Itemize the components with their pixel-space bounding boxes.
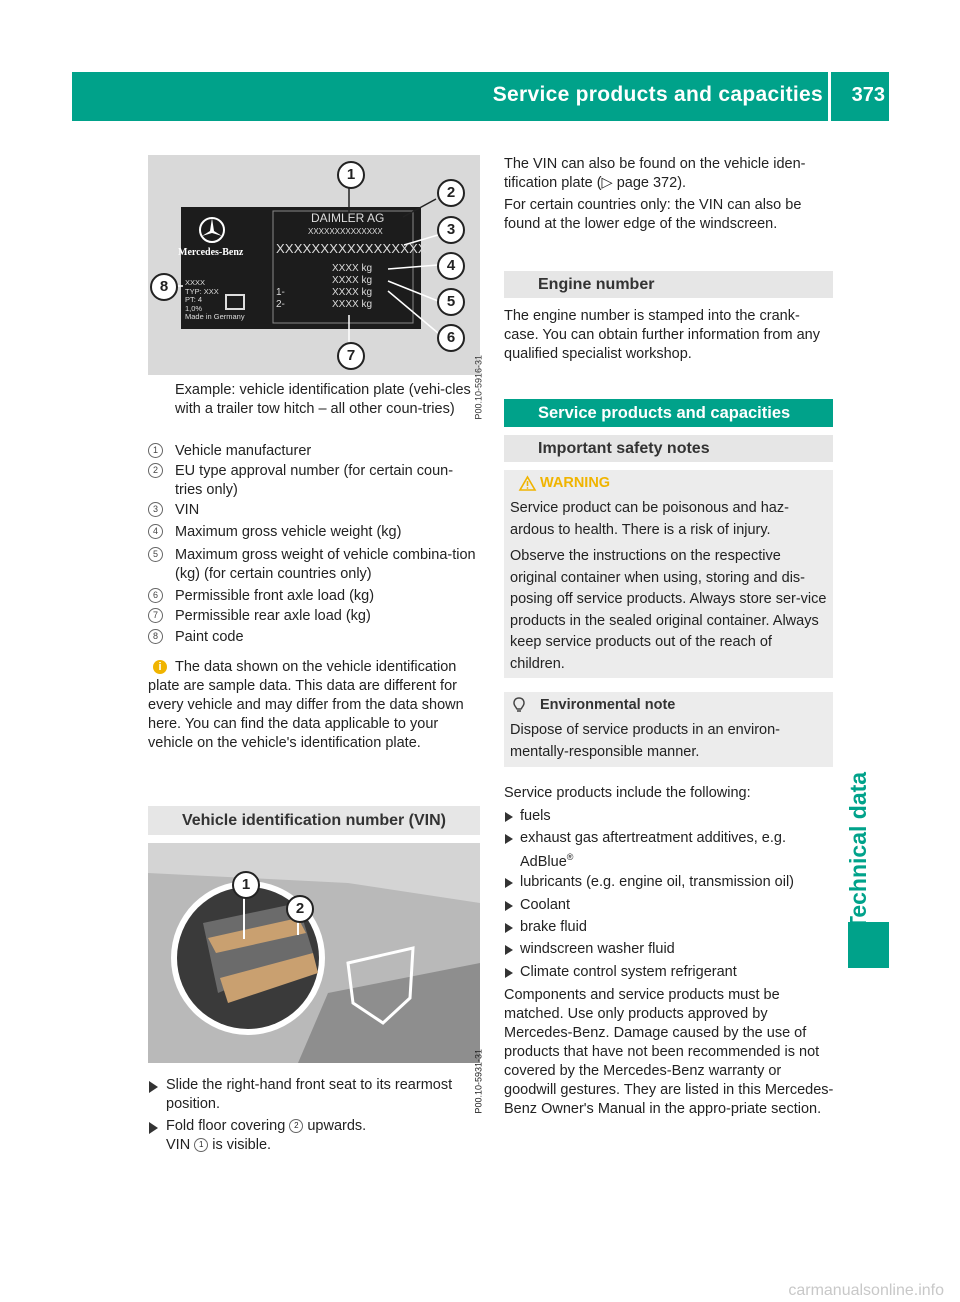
- list-item: lubricants (e.g. engine oil, transmission oil): [520, 874, 795, 890]
- environmental-title: Environmental note: [540, 697, 676, 713]
- bullet-icon: [505, 968, 513, 978]
- plate-weight: XXXX kg: [332, 299, 373, 310]
- page-number: 373: [851, 84, 885, 106]
- item-number: 7: [148, 608, 163, 623]
- callout-7: 7: [337, 342, 365, 370]
- closing-paragraph: Components and service products must be matched. Use only products approved by Mercedes-Benz. Damage caused by the use of products that have not been recommended is not covered by the Mercedes-Benz warranty or goodwill gestures. They are listed in this Mercedes-Benz Owner's Manual in the appro-priate section.: [504, 987, 834, 1117]
- list-item: windscreen washer fluid: [520, 941, 675, 957]
- list-item: fuels: [520, 808, 551, 824]
- plate-axle-prefix: 2-: [276, 299, 285, 310]
- section-heading-engine: Engine number: [504, 271, 833, 298]
- callout-1: 1: [337, 161, 365, 189]
- section-heading-service-products: Service products and capacities: [504, 399, 833, 427]
- plate-vin: XXXXXXXXXXXXXXXXX: [276, 241, 427, 256]
- plate-weight: XXXX kg: [332, 263, 373, 274]
- callout-4: 4: [437, 252, 465, 280]
- plate-line2: XXXXXXXXXXXXXX: [308, 227, 383, 236]
- bullet-icon: [505, 834, 513, 844]
- item-number: 2: [148, 463, 163, 478]
- plate-left-line: XXXX: [185, 278, 206, 287]
- step-2-text: Fold floor covering: [166, 1118, 286, 1134]
- plate-axle-prefixes: [276, 287, 285, 311]
- warning-icon: [519, 476, 536, 491]
- para-text: The VIN can also be found on the vehicle iden-tification plate (: [504, 156, 806, 191]
- list-item: [520, 829, 820, 872]
- callout-6: 6: [437, 324, 465, 352]
- warning-title: WARNING: [540, 475, 611, 491]
- environment-icon: [511, 696, 527, 714]
- plate-axle-prefix: 1-: [276, 287, 285, 298]
- step-3-text: VIN: [166, 1137, 191, 1153]
- para-text-end: ).: [677, 175, 687, 191]
- ref-2: 2: [289, 1119, 303, 1133]
- callout-2: 2: [437, 179, 465, 207]
- bullet-icon: [505, 923, 513, 933]
- registered-mark: ®: [566, 852, 574, 862]
- ref-1: 1: [194, 1138, 208, 1152]
- page-header: [72, 72, 889, 121]
- item-number: 8: [148, 629, 163, 644]
- plate-left-line: 1,0%: [185, 303, 203, 313]
- item-number: 6: [148, 588, 163, 603]
- plate-brand: Mercedes-Benz: [178, 247, 244, 258]
- info-note: The data shown on the vehicle identification plate are sample data. This data are different for every vehicle and may differ from the data shown here. You can find the data applicable to your vehicle on the vehicle's identification plate.: [148, 659, 464, 751]
- header-title: Service products and capacities: [492, 83, 823, 106]
- plate-weight: XXXX kg: [332, 275, 373, 286]
- item-number: 5: [148, 547, 163, 562]
- bullet-icon: [505, 812, 513, 822]
- list-item-text: exhaust gas aftertreatment additives, e.g. AdBlue: [520, 830, 786, 870]
- warning-box: [504, 470, 833, 678]
- step-2-text-end: upwards.: [307, 1118, 367, 1134]
- list-item: Coolant: [520, 897, 570, 913]
- callout-3: 3: [437, 216, 465, 244]
- bullet-icon: [505, 878, 513, 888]
- bullet-icon: [505, 945, 513, 955]
- step-3-text-end: is visible.: [212, 1137, 272, 1153]
- item-text: VIN: [175, 502, 200, 518]
- item-text: Paint code: [175, 629, 244, 645]
- figure-code: P00.10-5931-31: [474, 1049, 484, 1114]
- plate-left-line: TYP: XXX: [185, 286, 219, 296]
- engine-text: The engine number is stamped into the crank-case. You can obtain further information from any qualified specialist workshop.: [504, 308, 820, 362]
- callout-5: 5: [437, 288, 465, 316]
- list-item: brake fluid: [520, 919, 587, 935]
- item-text: Maximum gross weight of vehicle combina-tion (kg) (for certain countries only): [175, 547, 476, 582]
- environmental-box: [504, 692, 833, 767]
- item-text: Permissible front axle load (kg): [175, 588, 375, 604]
- plate-left-line: Made in Germany: [185, 312, 245, 321]
- header-separator: [828, 72, 831, 121]
- plate-weights: [332, 263, 372, 311]
- page-ref-link[interactable]: ▷ page 372: [601, 175, 678, 191]
- section-heading-safety: Important safety notes: [504, 435, 833, 462]
- bullet-icon: [505, 901, 513, 911]
- warning-text-2: Observe the instructions on the respective original container when using, storing and dis-posing off service products. Always store ser-vice products in the sealed original container. Always keep service products out of the reach of children.: [510, 548, 827, 672]
- step-2: [166, 1117, 480, 1155]
- vin-location-illustration: [148, 843, 480, 1063]
- figure-code: P00.10-5916-31: [474, 355, 484, 420]
- callout-1: 1: [232, 871, 260, 899]
- plate-company: DAIMLER AG: [311, 211, 385, 225]
- warning-text-1: Service product can be poisonous and haz-ardous to health. There is a risk of injury.: [510, 500, 789, 538]
- section-heading-vin: Vehicle identification number (VIN): [148, 806, 480, 835]
- step-arrow-icon: [149, 1081, 158, 1093]
- callout-8: 8: [150, 273, 178, 301]
- vin-also-para: [504, 155, 834, 193]
- step-arrow-icon: [149, 1122, 158, 1134]
- item-text: Maximum gross vehicle weight (kg): [175, 524, 402, 540]
- item-number: 1: [148, 443, 163, 458]
- plate-left-block: [185, 279, 245, 322]
- item-text: Vehicle manufacturer: [175, 443, 312, 459]
- plate-weight: XXXX kg: [332, 287, 373, 298]
- figure-caption: Example: vehicle identification plate (vehi-cles with a trailer tow hitch – all other coun-tries): [175, 382, 471, 417]
- item-number: 4: [148, 524, 163, 539]
- item-number: 3: [148, 502, 163, 517]
- info-icon: i: [153, 660, 167, 674]
- list-item: Climate control system refrigerant: [520, 964, 737, 980]
- plate-left-line: PT: 4: [185, 295, 203, 304]
- id-plate-illustration: [148, 155, 480, 375]
- sidebar-label: Technical data: [845, 771, 871, 930]
- environmental-text: Dispose of service products in an environ-mentally-responsible manner.: [510, 722, 780, 760]
- item-text: Permissible rear axle load (kg): [175, 608, 371, 624]
- includes-intro: Service products include the following:: [504, 785, 751, 801]
- vin-windscreen-para: For certain countries only: the VIN can also be found at the lower edge of the windscreen.: [504, 197, 802, 232]
- step-1: Slide the right-hand front seat to its rearmost position.: [166, 1077, 453, 1112]
- watermark: carmanualsonline.info: [788, 1282, 944, 1299]
- item-text: EU type approval number (for certain coun-tries only): [175, 463, 454, 498]
- callout-2: 2: [286, 895, 314, 923]
